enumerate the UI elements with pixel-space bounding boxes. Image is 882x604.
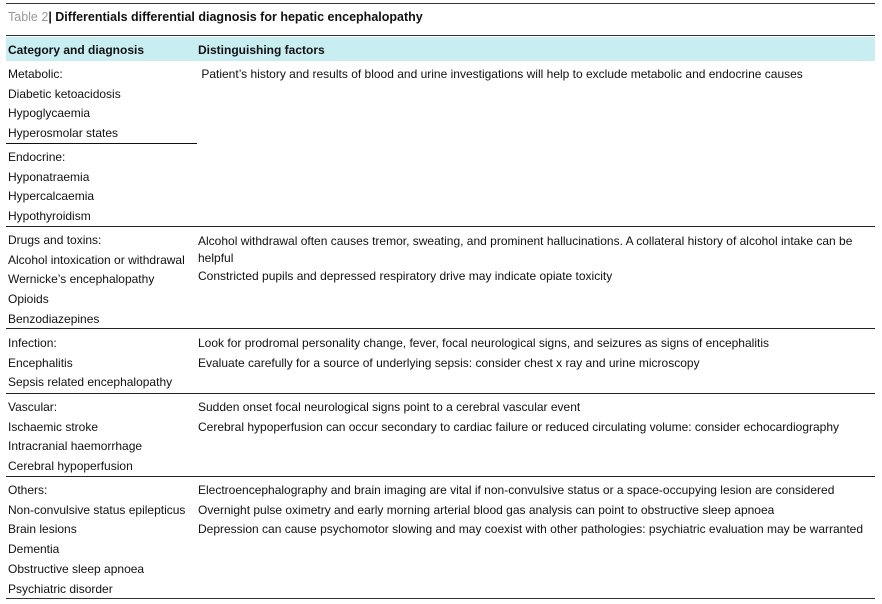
category-cell bbox=[8, 481, 196, 599]
row-separator bbox=[6, 476, 875, 477]
diagnosis-item: Encephalitis bbox=[8, 355, 73, 370]
diagnosis-item: Ischaemic stroke bbox=[8, 419, 99, 434]
diagnosis-item: Benzodiazepines bbox=[8, 311, 100, 326]
factors-cell bbox=[198, 65, 874, 85]
header-category: Category and diagnosis bbox=[8, 43, 145, 57]
diagnosis-item: Hypoglycaemia bbox=[8, 106, 91, 121]
factors-cell bbox=[198, 334, 874, 373]
category-cell bbox=[8, 334, 196, 393]
diagnosis-item: Psychiatric disorder bbox=[8, 581, 113, 596]
diagnosis-item: Hyponatraemia bbox=[8, 169, 90, 184]
factor-text: Constricted pupils and depressed respiratory drive may indicate opiate toxicity bbox=[198, 269, 613, 283]
diagnosis-item: Hyperosmolar states bbox=[8, 126, 119, 141]
diagnosis-item: Hypercalcaemia bbox=[8, 189, 95, 204]
table-title: | Differentials differential diagnosis for hepatic encephalopathy bbox=[48, 10, 423, 24]
diagnosis-item: Dementia bbox=[8, 542, 60, 557]
category-cell bbox=[8, 65, 196, 144]
table-caption bbox=[8, 10, 423, 24]
header-top-rule bbox=[6, 35, 875, 36]
factor-text: Depression can cause psychomotor slowing and may coexist with other pathologies: psychiatric evaluation may be warranted bbox=[198, 522, 864, 537]
category-label: Vascular: bbox=[8, 400, 58, 414]
diagnosis-item: Non-convulsive status epilepticus bbox=[8, 502, 186, 517]
header-factors: Distinguishing factors bbox=[198, 43, 325, 57]
diagnosis-item: Wernicke’s encephalopathy bbox=[8, 272, 155, 287]
row-separator bbox=[6, 393, 875, 394]
category-label: Others: bbox=[8, 483, 48, 497]
diagnosis-item: Diabetic ketoacidosis bbox=[8, 86, 121, 101]
table-bottom-rule bbox=[6, 598, 875, 599]
table-header bbox=[6, 37, 875, 61]
factor-text: Patient’s history and results of blood and urine investigations will help to exclude metabolic and endocrine causes bbox=[198, 67, 803, 81]
factor-text: Evaluate carefully for a source of underlying sepsis: consider chest x ray and urine microscopy bbox=[198, 355, 700, 370]
category-cell bbox=[8, 148, 196, 227]
factor-text: Look for prodromal personality change, fever, focal neurological signs, and seizures as signs of encephalitis bbox=[198, 336, 769, 350]
diagnosis-item: Intracranial haemorrhage bbox=[8, 439, 143, 454]
diagnosis-item: Alcohol intoxication or withdrawal bbox=[8, 252, 185, 267]
diagnosis-item: Cerebral hypoperfusion bbox=[8, 459, 133, 474]
table-top-rule bbox=[6, 3, 875, 4]
factor-text: Overnight pulse oximetry and early morning arterial blood gas analysis can point to obstructive sleep apnoea bbox=[198, 502, 775, 517]
category-label: Infection: bbox=[8, 336, 57, 350]
category-label: Endocrine: bbox=[8, 150, 66, 164]
category-cell bbox=[8, 231, 196, 330]
factor-text: Sudden onset focal neurological signs point to a cerebral vascular event bbox=[198, 400, 581, 414]
table-label: Table 2 bbox=[8, 10, 49, 24]
factor-text: Electroencephalography and brain imaging are vital if non-convulsive status or a space-occupying lesion are considered bbox=[198, 483, 835, 497]
factors-cell bbox=[198, 398, 874, 437]
category-cell bbox=[8, 398, 196, 477]
factors-cell bbox=[198, 481, 874, 540]
subgroup-separator bbox=[6, 143, 197, 144]
factor-text: Alcohol withdrawal often causes tremor, sweating, and prominent hallucinations. A collateral history of alcohol intake can be helpful bbox=[198, 234, 853, 265]
category-label: Drugs and toxins: bbox=[8, 233, 102, 247]
diagnosis-item: Hypothyroidism bbox=[8, 209, 91, 224]
factors-cell bbox=[198, 233, 874, 287]
diagnosis-item: Opioids bbox=[8, 292, 49, 307]
category-label: Metabolic: bbox=[8, 67, 63, 81]
row-separator bbox=[6, 328, 875, 329]
diagnosis-item: Brain lesions bbox=[8, 522, 77, 537]
diagnosis-item: Obstructive sleep apnoea bbox=[8, 561, 145, 576]
factor-text: Cerebral hypoperfusion can occur secondary to cardiac failure or reduced circulating volume: consider echocardiography bbox=[198, 419, 840, 434]
row-separator bbox=[6, 226, 875, 227]
diagnosis-item: Sepsis related encephalopathy bbox=[8, 375, 173, 390]
